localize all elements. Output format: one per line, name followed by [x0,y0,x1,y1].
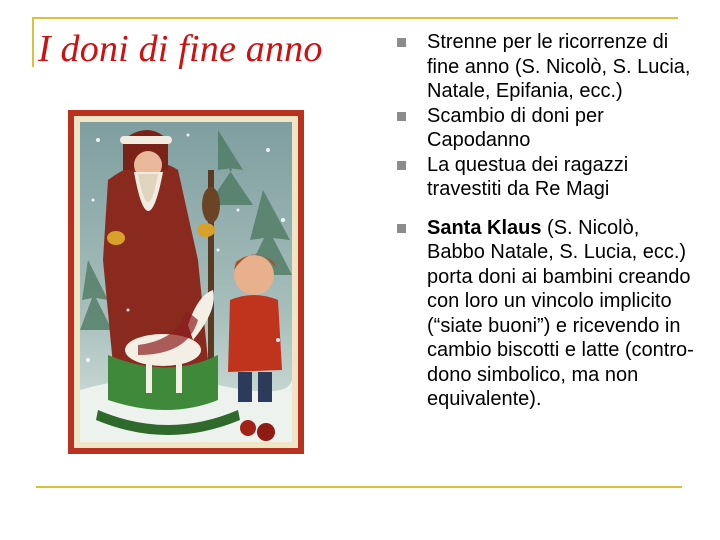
bullet-item [397,30,702,104]
bullet-bold-text: Santa Klaus [427,216,542,239]
square-bullet-icon [397,38,406,47]
bullet-item [397,104,702,153]
bullet-text: (S. Nicolò, Babbo Natale, S. Lucia, ecc.) porta doni ai bambini creando con loro un vincolo implicito (“siate buoni”) e ricevendo in cambio biscotti e latte (contro-dono simbolico, ma non equivalente). [427,216,694,410]
bullet-text: La questua dei ragazzi travestiti da Re Magi [427,153,629,200]
vintage-christmas-card-image [68,110,304,454]
bullet-text: Scambio di doni per Capodanno [427,104,604,151]
slide-title: I doni di fine anno [38,28,323,70]
square-bullet-icon [397,224,406,233]
bullet-item [397,153,702,202]
bottom-rule [36,486,682,488]
bullet-list [397,30,702,412]
bullet-text: Strenne per le ricorrenze di fine anno (S. Nicolò, S. Lucia, Natale, Epifania, ecc.) [427,31,691,102]
bullet-item [397,216,702,412]
top-rule [32,17,678,19]
left-rule [32,17,34,67]
square-bullet-icon [397,112,406,121]
square-bullet-icon [397,161,406,170]
